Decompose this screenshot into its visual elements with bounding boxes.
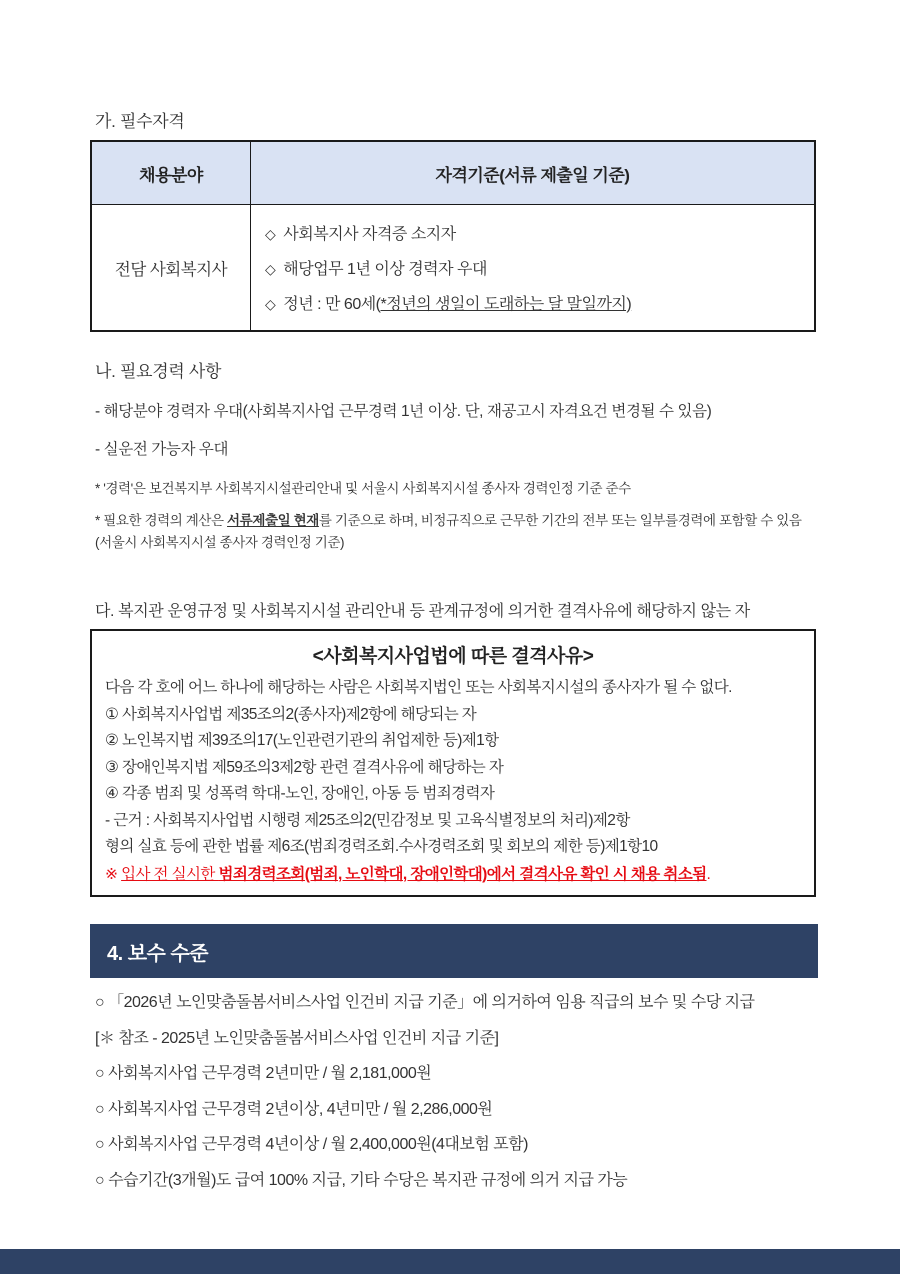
diamond-bullet-icon: ◇ bbox=[265, 261, 276, 277]
disqualification-line: 다음 각 호에 어느 하나에 해당하는 사람은 사회복지법인 또는 사회복지시설의 종사자가 될 수 없다. bbox=[105, 679, 732, 696]
emphasized-text: 서류제출일 현재 bbox=[227, 513, 319, 528]
section-na-heading: 나. 필요경력 사항 bbox=[95, 362, 222, 381]
pay-line: ○ 「2026년 노인맞춤돌봄서비스사업 인건비 지급 기준」에 의거하여 임용 직급의 보수 및 수당 지급 bbox=[95, 994, 755, 1012]
criteria-item: ◇ 사회복지사 자격증 소지자 bbox=[265, 226, 456, 243]
disqualification-box bbox=[90, 629, 816, 897]
experience-footnote-1: * '경력'은 보건복지부 사회복지시설관리안내 및 서울시 사회복지시설 종사자 경력인정 기준 준수 bbox=[95, 481, 631, 496]
criteria-item: ◇ 정년 : 만 60세(*정년의 생일이 도래하는 달 말일까지) bbox=[265, 296, 632, 313]
disqualification-line: - 근거 : 사회복지사업법 시행령 제25조의2(민감정보 및 고육식별정보의 처리)제2항 bbox=[105, 811, 630, 829]
diamond-bullet-icon: ◇ bbox=[265, 296, 276, 312]
experience-footnote-2: * 필요한 경력의 계산은 서류제출일 현재를 기준으로 하며, 비정규직으로 근무한 기간의 전부 또는 일부를경력에 포함할 수 있음 (서울시 사회복지시설 종사자 경력인정 기준) bbox=[95, 510, 830, 554]
table-header-criteria: 자격기준(서류 제출일 기준) bbox=[251, 142, 814, 205]
experience-note-dash2: - 실운전 가능자 우대 bbox=[95, 441, 229, 458]
pay-line: ○ 수습기간(3개월)도 급여 100% 지급, 기타 수당은 복지관 규정에 의거 지급 가능 bbox=[95, 1171, 628, 1189]
section-pay-title: 4. 보수 수준 bbox=[107, 942, 209, 965]
section-pay-header-bar bbox=[90, 924, 818, 978]
disqualification-line: ③ 장애인복지법 제59조의3제2항 관련 결격사유에 해당하는 자 bbox=[105, 758, 504, 776]
experience-note-dash1: - 해당분야 경력자 우대(사회복지사업 근무경력 1년 이상. 단, 재공고시 자격요건 변경될 수 있음) bbox=[95, 403, 712, 420]
disqualification-line: ④ 각종 범죄 및 성폭력 학대-노인, 장애인, 아동 등 범죄경력자 bbox=[105, 785, 495, 802]
reference-mark: ※ bbox=[105, 865, 122, 883]
pay-line: [＊ 참조 - 2025년 노인맞춤돌봄서비스사업 인건비 지급 기준] bbox=[95, 1029, 499, 1047]
pay-line: ○ 사회복지사업 근무경력 4년이상 / 월 2,400,000원(4대보험 포함) bbox=[95, 1136, 528, 1154]
table-row-label: 전담 사회복지사 bbox=[92, 205, 251, 330]
experience-footnote-2-line2: (서울시 사회복지시설 종사자 경력인정 기준) bbox=[95, 535, 345, 550]
pay-line: ○ 사회복지사업 근무경력 2년이상, 4년미만 / 월 2,286,000원 bbox=[95, 1100, 493, 1118]
disqualification-warning: ※ 입사 전 실시한 범죄경력조회(범죄, 노인학대, 장애인학대)에서 결격사유 확인 시 채용 취소됨. bbox=[105, 865, 711, 883]
disqualification-line: ② 노인복지법 제39조의17(노인관련기관의 취업제한 등)제1항 bbox=[105, 732, 499, 749]
disqualification-box-title: <사회복지사업법에 따른 결격사유> bbox=[312, 646, 594, 667]
diamond-bullet-icon: ◇ bbox=[265, 226, 276, 242]
disqualification-line: 형의 실효 등에 관한 법률 제6조(범죄경력조회.수사경력조회 및 회보의 제한 등)제1항10 bbox=[105, 838, 658, 855]
table-header-field: 채용분야 bbox=[92, 142, 251, 205]
criteria-item: ◇ 해당업무 1년 이상 경력자 우대 bbox=[265, 261, 487, 278]
section-ga-heading: 가. 필수자격 bbox=[95, 112, 185, 131]
table-row-criteria bbox=[251, 205, 814, 330]
qualification-table bbox=[90, 140, 816, 332]
pay-list bbox=[95, 983, 830, 1196]
next-section-bar-clipped bbox=[0, 1249, 900, 1274]
pay-line: ○ 사회복지사업 근무경력 2년미만 / 월 2,181,000원 bbox=[95, 1065, 432, 1083]
section-da-heading: 다. 복지관 운영규정 및 사회복지시설 관리안내 등 관계규정에 의거한 결격사유에 해당하지 않는 자 bbox=[95, 603, 750, 620]
disqualification-line: ① 사회복지사업법 제35조의2(종사자)제2항에 해당되는 자 bbox=[105, 705, 477, 723]
